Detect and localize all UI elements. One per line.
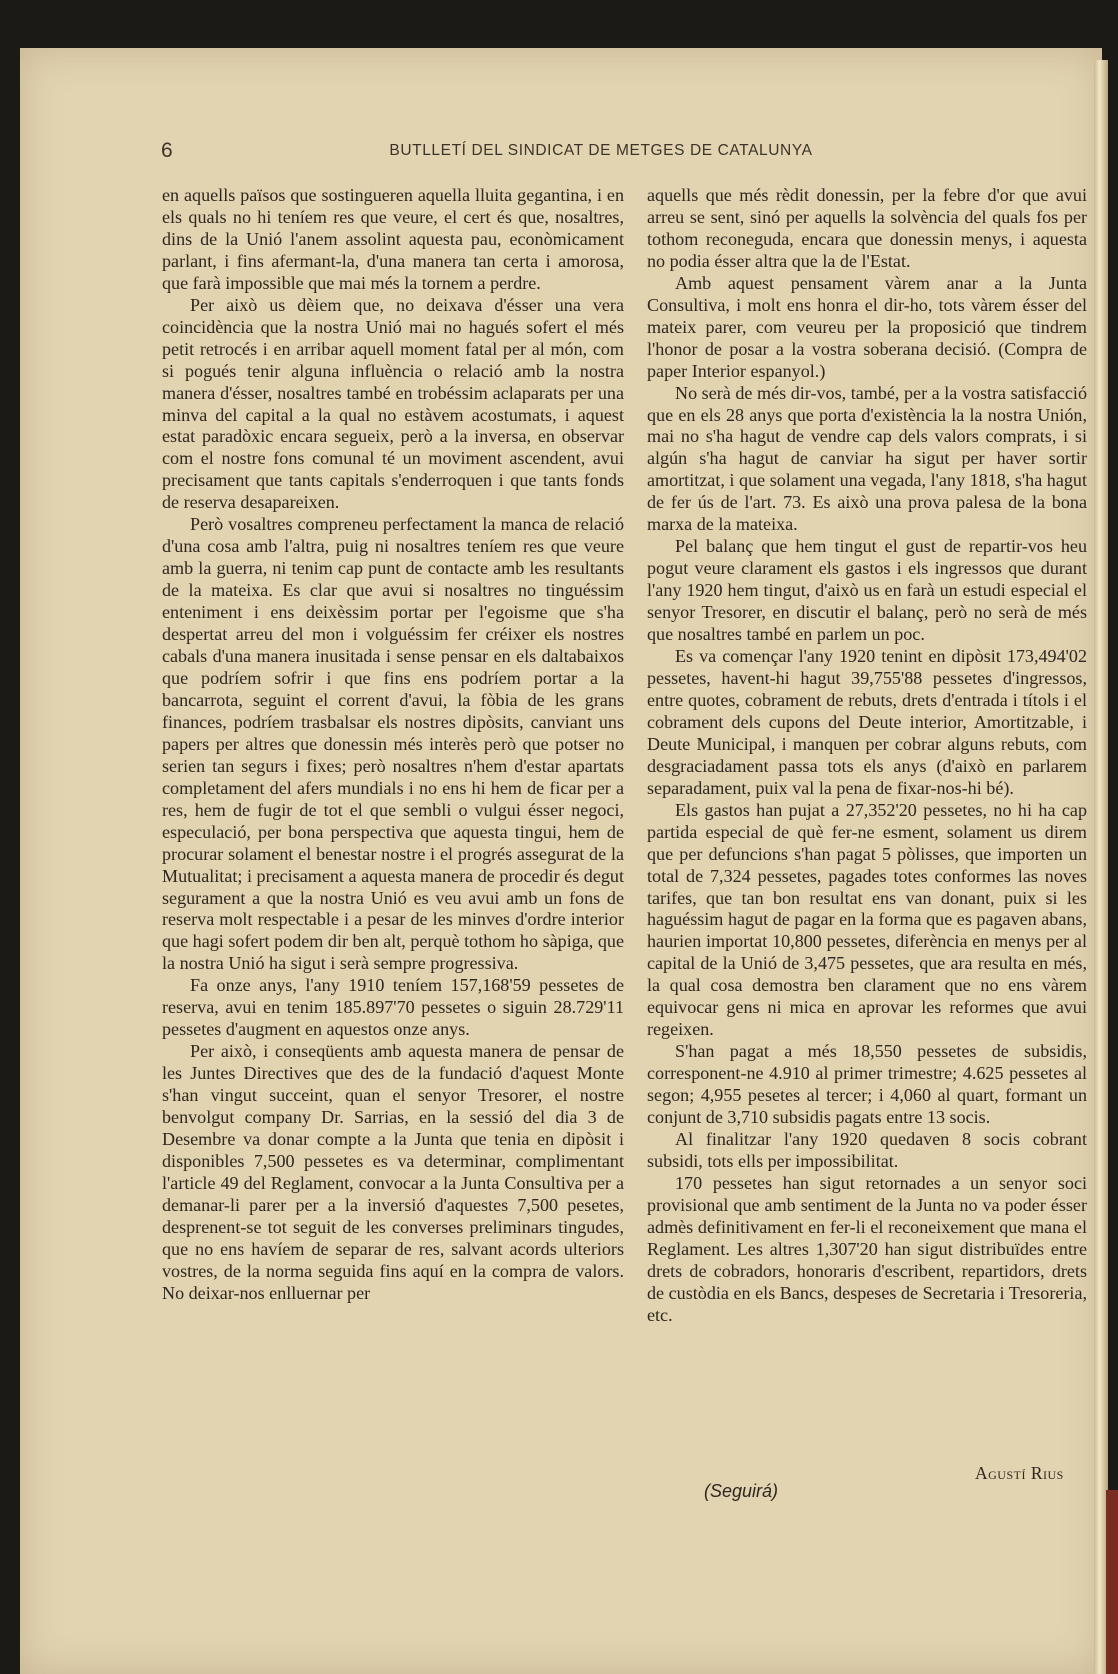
paragraph: Pel balanç que hem tingut el gust de repartir-vos heu pogut veure clarament els gastos i els ingressos que durant l'any 1920 hem tingut, d'això us en farà un estudi especial el senyor Tresorer, en discutir el balanç, però no serà de més que nosaltres també en parlem un poc.	[647, 536, 1087, 645]
running-title: BUTLLETÍ DEL SINDICAT DE METGES DE CATALUNYA	[389, 142, 813, 159]
paragraph: Per això us dèiem que, no deixava d'ésser una vera coincidència que la nostra Unió mai no hagués sofert el més petit retrocés i en arribar aquell moment fatal per al món, com si pogués tenir alguna influència o relació amb la nostra manera d'ésser, nosaltres també en trobéssim aclaparats per una minva del capital a la qual no estàvem acostumats, i aquest estat paradòxic encara segueix, però a la inversa, en observar com el nostre fons comunal té un moviment ascendent, avui precisament que tants capitals s'enderroquen i que tants fonds de reserva desapareixen.	[162, 294, 624, 513]
page-number: 6	[161, 139, 173, 162]
paragraph: Però vosaltres compreneu perfectament la manca de relació d'una cosa amb l'altra, puig ni nosaltres teníem res que veure amb la guerra, ni tenim cap punt de contacte amb les resultants de la mateixa. Es clar que avui si nosaltres no tinguéssim enteniment i ens deixèssim portar per l'egoisme que s'ha despertat arreu del mon i volguéssim fer créixer els nostres cabals d'una manera inusitada i sense pensar en els daltabaixos que podríem sofrir i que fins ens podríem portar a la bancarrota, seguint el corrent d'avui, la fòbia de les grans finances, podríem trasbalsar els nostres dipòsits, canviant uns papers per altres que donessin més interès però que potser no serien tan segurs i fixes; però nosaltres n'hem d'estar apartats completament del afers mundials i no ens hi hem de ficar per a res, hem de fugir de tot el que sembli o vulgui ésser negoci, especulació, per bona perspectiva que aquesta tingui, hem de procurar solament el benestar nostre i el progrés assegurat de la Mutualitat; i precisament a aquesta manera de procedir és degut segurament a que la nostra Unió es veu avui amb un fons de reserva molt respectable i a pesar de les minves d'ordre interior que hagi sofert podem dir ben alt, perquè tothom ho sàpiga, que la nostra Unió ha sigut i serà sempre progressiva.	[162, 514, 624, 974]
left-column	[162, 185, 624, 1305]
paragraph: Fa onze anys, l'any 1910 teníem 157,168'59 pessetes de reserva, avui en tenim 185.897'70 pessetes o siguin 28.729'11 pessetes d'augment en aquestos onze anys.	[162, 975, 624, 1040]
paragraph: No serà de més dir-vos, també, per a la vostra satisfacció que en els 28 anys que porta d'existència la la nostra Unión, mai no s'ha hagut de vendre cap dels valors comprats, i si algún s'ha hagut de canviar ha sigut per haver sortir amortitzat, i que solament una vegada, l'any 1818, s'ha hagut de fer ús de l'art. 73. Es això una prova palesa de la bona marxa de la mateixa.	[647, 382, 1087, 535]
paragraph: Amb aquest pensament vàrem anar a la Junta Consultiva, i molt ens honra el dir-ho, tots vàrem ésser del mateix parer, com veureu per la proposició que tindrem l'honor de posar a la vostra soberana decisió. (Compra de paper Interior espanyol.)	[647, 272, 1087, 381]
paragraph: Per això, i conseqüents amb aquesta manera de pensar de les Juntes Directives que des de la fundació d'aquest Monte s'han vingut succeint, quan el senyor Tresorer, el nostre benvolgut company Dr. Sarrias, en la sessió del dia 3 de Desembre va donar compte a la Junta que tenia en dipòsit i disponibles 7,500 pessetes es va determinar, complimentant l'article 49 del Reglament, convocar a la Junta Consultiva per a demanar-li parer per a la inversió d'aquestes 7,500 pesetes, desprenent-se tot seguit de les converses preliminars tingudes, que no ens havíem de separar de res, salvant acords ulteriors vostres, de la norma seguida fins aquí en la compra de valors. No deixar-nos enlluernar per	[162, 1041, 624, 1303]
paragraph: Al finalitzar l'any 1920 quedaven 8 socis cobrant subsidi, tots ells per impossibilitat.	[647, 1128, 1087, 1171]
author-signature: Agustí Rius	[975, 1463, 1064, 1483]
book-binding	[1106, 1490, 1118, 1674]
paragraph: Els gastos han pujat a 27,352'20 pessetes, no hi ha cap partida especial de què fer-ne esment, solament us direm que per defuncions s'han pagat 5 pòlisses, que importen un total de 7,324 pessetes, pagades totes conformes las noves tarifes, que tan bon resultat ens van donant, puix si les haguéssim hagut de pagar en la forma que es pagaven abans, haurien importat 10,800 pessetes, diferència en menys per al capital de la Unió de 3,475 pessetes, que ara resulta en més, la qual cosa demostra ben clarament que no ens vàrem equivocar gens ni mica en aprovar les reformes que avui regeixen.	[647, 799, 1087, 1040]
continued-note: (Seguirá)	[704, 1481, 779, 1501]
paragraph: en aquells països que sostingueren aquella lluita gegantina, i en els quals no hi teníem res que veure, el cert és que, nosaltres, dins de la Unió l'anem assolint aquesta pau, econòmicament parlant, i fins afermant-la, d'una manera tan certa i amorosa, que farà impossible que mai més la tornem a perdre.	[162, 185, 624, 293]
right-column	[647, 185, 1087, 1327]
paragraph: 170 pessetes han sigut retornades a un senyor soci provisional que amb sentiment de la Junta no va poder ésser admès definitivament en fer-li el reconeixement que mana el Reglament. Les altres 1,307'20 han sigut distribuïdes entre drets de cobradors, honoraris d'escribent, repartidors, drets de custòdia en els Bancs, despeses de Secretaria i Tresoreria, etc.	[647, 1172, 1087, 1325]
page-edge	[1094, 60, 1108, 1674]
paragraph: S'han pagat a més 18,550 pessetes de subsidis, corresponent-ne 4.910 al primer trimestre; 4.625 pessetes al segon; 4,955 pesetes al tercer; i 4,060 al quart, formant un conjunt de 3,710 subsidis pagats entre 13 socis.	[647, 1041, 1087, 1128]
paragraph: Es va començar l'any 1920 tenint en dipòsit 173,494'02 pessetes, havent-hi hagut 39,755'88 pessetes d'ingressos, entre quotes, cobrament de rebuts, drets d'entrada i títols i el cobrament dels cupons del Deute interior, Amortitzable, i Deute Municipal, i manquen per cobrar alguns rebuts, com desgraciadament passa tots els anys (d'això en parlarem separadament, puix val la pena de fixar-nos-hi bé).	[647, 646, 1087, 798]
page-header	[161, 139, 1041, 163]
paragraph: aquells que més rèdit donessin, per la febre d'or que avui arreu se sent, sinó per aquells la solvència del quals fos per tothom reconeguda, encara que donessin menys, i aquesta no podia ésser altra que la de l'Estat.	[647, 185, 1087, 271]
